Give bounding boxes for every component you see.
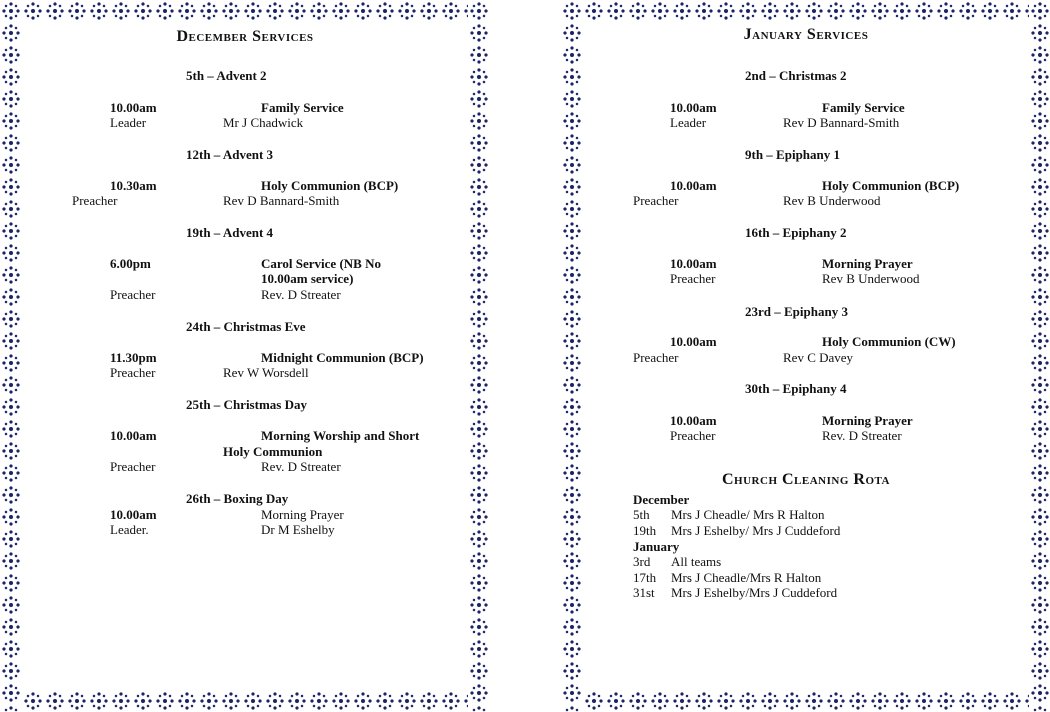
service-role: Preacher [633,193,679,208]
service-time: 10.30am [110,178,157,193]
service-role: Preacher [110,287,156,302]
service-name: Holy Communion (BCP) [261,178,399,193]
snowflake-border-top [561,0,1050,22]
rota-date: 5th [633,507,650,522]
rota-date: 3rd [633,554,651,569]
service-heading: 5th – Advent 2 [186,68,267,83]
service-name: Family Service [822,100,905,115]
rota-date: 17th [633,570,657,585]
service-heading: 25th – Christmas Day [186,397,307,412]
service-time: 10.00am [110,507,157,522]
service-person: Rev B Underwood [822,271,920,286]
service-name: Holy Communion (CW) [822,334,956,349]
service-person: Rev D Bannard-Smith [223,193,340,208]
service-heading: 23rd – Epiphany 3 [745,304,848,319]
service-person: Rev. D Streater [261,287,341,302]
service-person: Dr M Eshelby [261,522,335,537]
service-heading: 26th – Boxing Day [186,491,289,506]
service-name: Morning Prayer [822,413,913,428]
january-title: January Services [743,26,869,43]
service-person: Rev W Worsdell [223,365,309,380]
service-role: Leader [110,115,147,130]
service-role: Preacher [633,350,679,365]
service-role: Preacher [670,271,716,286]
snowflake-border-top [0,0,490,22]
service-person: Rev D Bannard-Smith [783,115,900,130]
service-time: 11.30pm [110,350,157,365]
service-person: Rev C Davey [783,350,854,365]
service-heading: 16th – Epiphany 2 [745,225,847,240]
snowflake-border-right [1029,0,1050,712]
rota-date: 19th [633,523,657,538]
service-time: 10.00am [670,334,717,349]
snowflake-border-right [468,0,490,712]
service-name: Holy Communion (BCP) [822,178,960,193]
service-name-continued: Holy Communion [223,444,323,459]
snowflake-border-bottom [561,690,1050,712]
rota-names: All teams [671,554,722,569]
service-role: Preacher [72,193,118,208]
service-person: Mr J Chadwick [223,115,304,130]
service-person: Rev. D Streater [261,459,341,474]
rota-names: Mrs J Cheadle/Mrs R Halton [671,570,822,585]
december-panel [0,0,490,712]
service-name: Carol Service (NB No 10.00am service) [261,256,381,286]
service-time: 10.00am [670,413,717,428]
service-heading: 24th – Christmas Eve [186,319,306,334]
january-panel [561,0,1050,712]
service-person: Rev. D Streater [822,428,902,443]
service-time: 10.00am [110,100,157,115]
service-person: Rev B Underwood [783,193,881,208]
service-role: Preacher [670,428,716,443]
snowflake-border-left [0,0,22,712]
service-role: Preacher [110,365,156,380]
snowflake-border-left [561,0,583,712]
rota-month: January [633,539,680,554]
service-heading: 9th – Epiphany 1 [745,147,841,162]
service-heading: 12th – Advent 3 [186,147,274,162]
rota-names: Mrs J Eshelby/ Mrs J Cuddeford [671,523,841,538]
cleaning-rota-title: Church Cleaning Rota [722,471,890,488]
service-role: Leader. [110,522,149,537]
rota-month: December [633,492,690,507]
service-name: Morning Prayer [261,507,344,522]
service-role: Leader [670,115,707,130]
rota-date: 31st [633,585,655,600]
service-role: Preacher [110,459,156,474]
service-heading: 2nd – Christmas 2 [745,68,847,83]
service-time: 10.00am [110,428,157,443]
service-time: 6.00pm [110,256,151,271]
service-name: Midnight Communion (BCP) [261,350,424,365]
rota-names: Mrs J Eshelby/Mrs J Cuddeford [671,585,838,600]
december-title: December Services [176,28,314,45]
rota-names: Mrs J Cheadle/ Mrs R Halton [671,507,825,522]
service-heading: 19th – Advent 4 [186,225,274,240]
service-time: 10.00am [670,100,717,115]
service-name: Morning Worship and Short [261,428,420,443]
service-name: Morning Prayer [822,256,913,271]
service-time: 10.00am [670,178,717,193]
service-name: Family Service [261,100,344,115]
service-heading: 30th – Epiphany 4 [745,381,847,396]
snowflake-border-bottom [0,690,490,712]
service-time: 10.00am [670,256,717,271]
